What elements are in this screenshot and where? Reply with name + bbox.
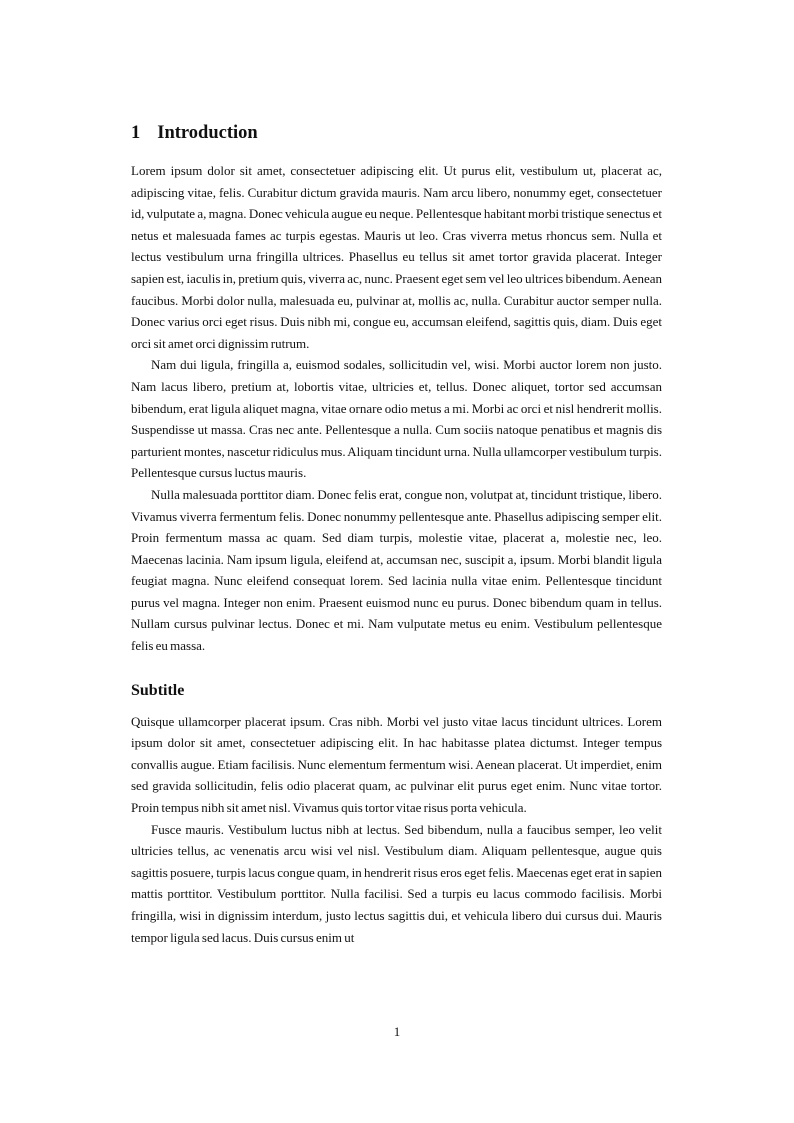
section-heading [131,121,662,145]
page-body [131,121,662,948]
paragraph: Fusce mauris. Vestibulum luctus nibh at lectus. Sed bibendum, nulla a faucibus semper, leo velit ultricies tellus, ac venenatis arcu wisi vel nisl. Vestibulum diam. Aliquam pellentesque, augue quis sagittis posuere, turpis lacus congue quam, in hendrerit risus eros eget felis. Maecenas eget erat in sapien mattis porttitor. Vestibulum porttitor. Nulla facilisi. Sed a turpis eu lacus commodo facilisis. Morbi fringilla, wisi in dignissim interdum, justo lectus sagittis dui, et vehicula libero dui cursus dui. Mauris tempor ligula sed lacus. Duis cursus enim ut [131,821,662,945]
subsection-heading: Subtitle [131,681,185,699]
section-number: 1 [131,123,141,143]
page-number: 1 [393,1024,401,1039]
section-title: Introduction [157,123,258,143]
paragraph: Nulla malesuada porttitor diam. Donec felis erat, congue non, volutpat at, tincidunt tristique, libero. Vivamus viverra fermentum felis. Donec nonummy pellentesque ante. Phasellus adipiscing semper elit. Proin fermentum massa ac quam. Sed diam turpis, molestie vitae, placerat a, molestie nec, leo. Maecenas lacinia. Nam ipsum ligula, eleifend at, accumsan nec, suscipit a, ipsum. Morbi blandit ligula feugiat magna. Nunc eleifend consequat lorem. Sed lacinia nulla vitae enim. Pellentesque tincidunt purus vel magna. Integer non enim. Praesent euismod nunc eu purus. Donec bibendum quam in tellus. Nullam cursus pulvinar lectus. Donec et mi. Nam vulputate metus eu enim. Vestibulum pellentesque felis eu massa. [131,486,662,654]
page-footer [0,1024,794,1040]
paragraph: Quisque ullamcorper placerat ipsum. Cras nibh. Morbi vel justo vitae lacus tincidunt ultrices. Lorem ipsum dolor sit amet, consectetuer adipiscing elit. In hac habitasse platea dictumst. Integer tempus convallis augue. Etiam facilisis. Nunc elementum fermentum wisi. Aenean placerat. Ut imperdiet, enim sed gravida sollicitudin, felis odio placerat quam, ac pulvinar elit purus eget enim. Nunc vitae tortor. Proin tempus nibh sit amet nisl. Vivamus quis tortor vitae risus porta vehicula. [131,713,662,816]
paragraph: Nam dui ligula, fringilla a, euismod sodales, sollicitudin vel, wisi. Morbi auctor lorem non justo. Nam lacus libero, pretium at, lobortis vitae, ultricies et, tellus. Donec aliquet, tortor sed accumsan bibendum, erat ligula aliquet magna, vitae ornare odio metus a mi. Morbi ac orci et nisl hendrerit mollis. Suspendisse ut massa. Cras nec ante. Pellentesque a nulla. Cum sociis natoque penatibus et magnis dis parturient montes, nascetur ridiculus mus. Aliquam tincidunt urna. Nulla ullamcorper vestibulum turpis. Pellentesque cursus luctus mauris. [131,357,662,481]
paragraph: Lorem ipsum dolor sit amet, consectetuer adipiscing elit. Ut purus elit, vestibulum ut, placerat ac, adipiscing vitae, felis. Curabitur dictum gravida mauris. Nam arcu libero, nonummy eget, consectetuer id, vulputate a, magna. Donec vehicula augue eu neque. Pellentesque habitant morbi tristique senectus et netus et malesuada fames ac turpis egestas. Mauris ut leo. Cras viverra metus rhoncus sem. Nulla et lectus vestibulum urna fringilla ultrices. Phasellus eu tellus sit amet tortor gravida placerat. Integer sapien est, iaculis in, pretium quis, viverra ac, nunc. Praesent eget sem vel leo ultrices bibendum. Aenean faucibus. Morbi dolor nulla, malesuada eu, pulvinar at, mollis ac, nulla. Curabitur auctor semper nulla. Donec varius orci eget risus. Duis nibh mi, congue eu, accumsan eleifend, sagittis quis, diam. Duis eget orci sit amet orci dignissim rutrum. [131,163,662,351]
